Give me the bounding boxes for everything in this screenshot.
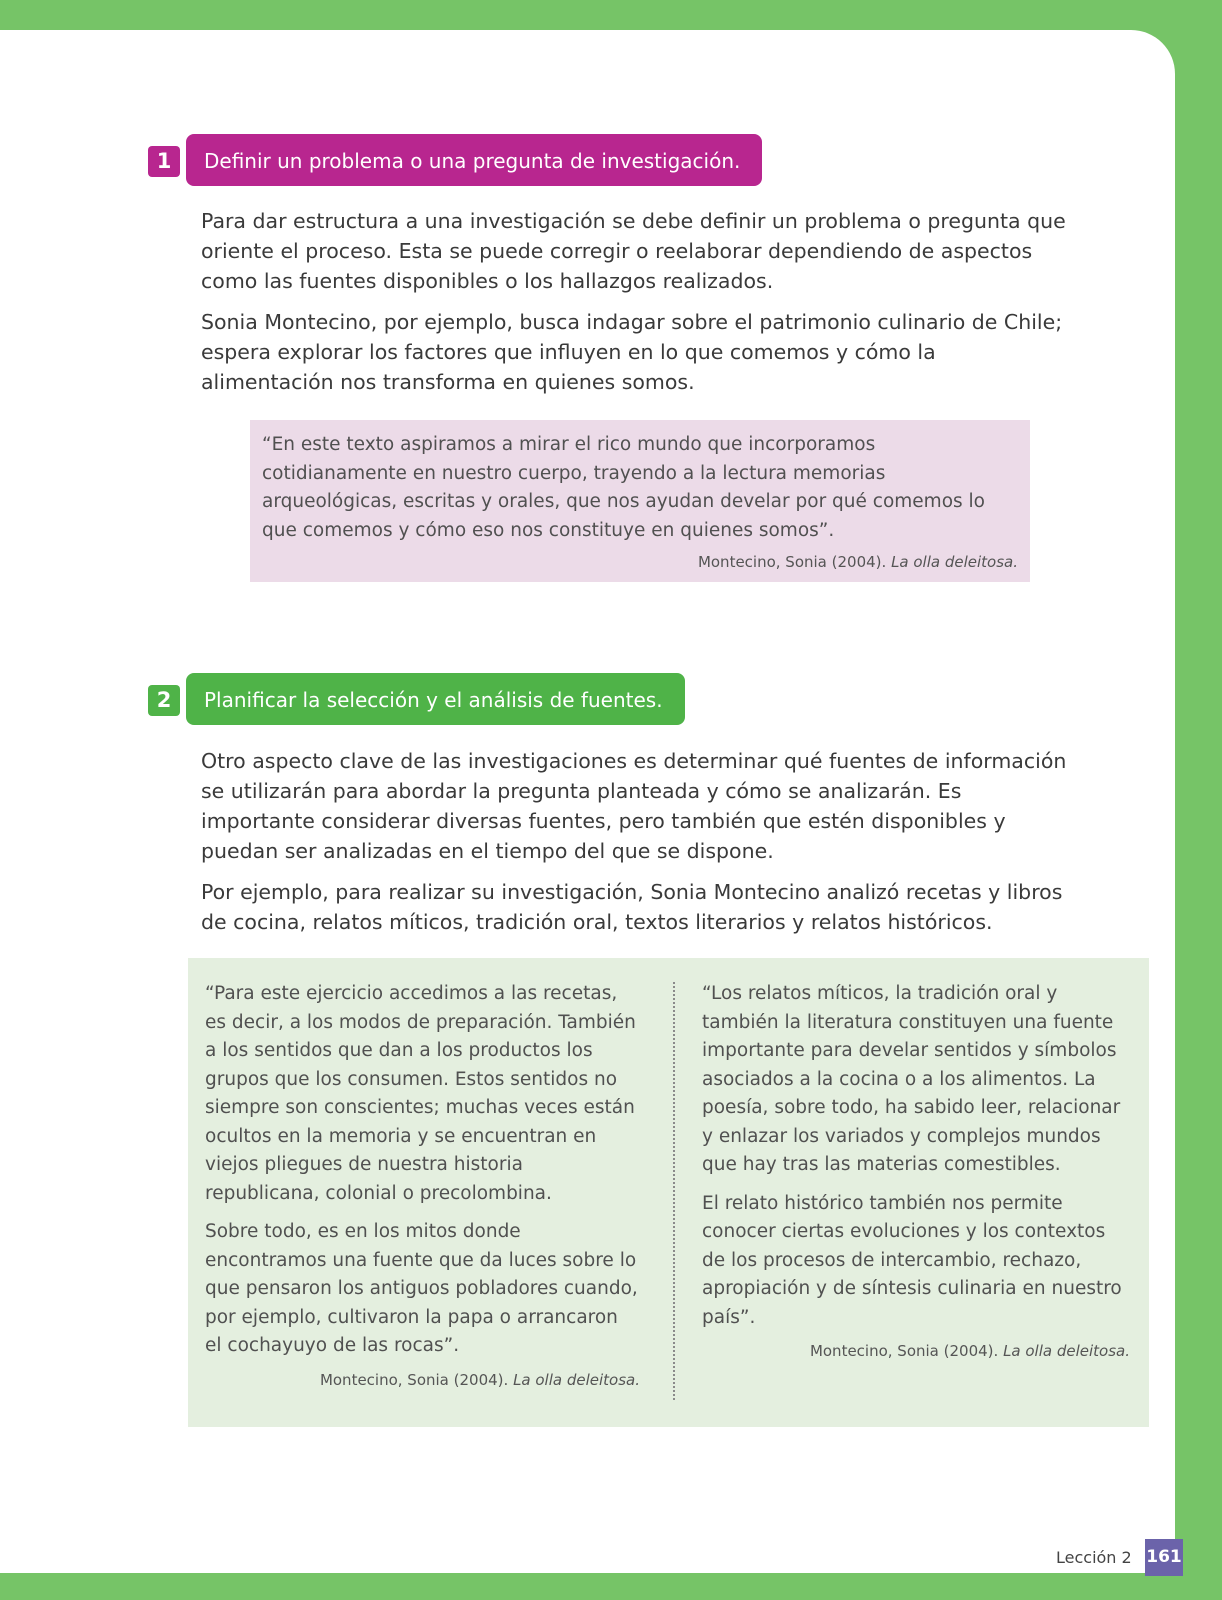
citation-author: Montecino, Sonia (2004).	[697, 553, 892, 571]
left-quote-paragraph-2: Sobre todo, es en los mitos donde encontramos una fuente que da luces sobre lo que pensaron los antiguos pobladores cuando, por ejemplo, cultivaron la papa o arrancaron el cochayuyo de las rocas”.	[205, 1221, 638, 1356]
left-quote-paragraph-1: “Para este ejercicio accedimos a las recetas, es decir, a los modos de preparación. También a los sentidos que dan a los productos los grupos que los consumen. Estos sentidos no siempre son conscientes; muchas veces están ocultos en la memoria y se encuentran en viejos pliegues de nuestra historia republicana, colonial o precolombina.	[205, 983, 636, 1204]
section-1-quote	[250, 420, 1030, 582]
section-2-title: Planificar la selección y el análisis de fuentes.	[186, 673, 685, 725]
citation-title: La olla deleitosa.	[1003, 1342, 1130, 1360]
section-2-paragraph-1: Otro aspecto clave de las investigaciones es determinar qué fuentes de información se utilizarán para abordar la pregunta planteada y cómo se analizarán. Es importante considerar diversas fuentes, pero también que estén disponibles y puedan ser analizadas en el tiempo del que se dispone.	[201, 749, 1067, 863]
section-1-paragraph-2: Sonia Montecino, por ejemplo, busca indagar sobre el patrimonio culinario de Chile; espera explorar los factores que influyen en lo que comemos y cómo la alimentación nos transforma en quienes somos.	[201, 310, 1063, 394]
section-1-title: Definir un problema o una pregunta de investigación.	[186, 134, 762, 186]
right-quote	[702, 980, 1130, 1360]
sources-quotes-box	[188, 958, 1149, 1427]
lesson-label: Lección 2	[1056, 1548, 1132, 1567]
section-1-number: 1	[148, 146, 180, 177]
citation-title: La olla deleitosa.	[891, 553, 1018, 571]
section-2-paragraph-2: Por ejemplo, para realizar su investigación, Sonia Montecino analizó recetas y libros de cocina, relatos míticos, tradición oral, textos literarios y relatos históricos.	[201, 880, 1063, 934]
citation-author: Montecino, Sonia (2004).	[809, 1342, 1004, 1360]
right-quote-paragraph-1: “Los relatos míticos, la tradición oral y también la literatura constituyen una fuente importante para develar sentidos y símbolos asociados a la cocina o a los alimentos. La poesía, sobre todo, ha sabido leer, relacionar y enlazar los variados y complejos mundos que hay tras las materias comestibles.	[702, 983, 1121, 1175]
left-quote	[205, 980, 640, 1389]
citation-author: Montecino, Sonia (2004).	[319, 1370, 514, 1389]
page-number: 161	[1145, 1539, 1183, 1576]
quote-citation	[262, 553, 1018, 571]
section-1-paragraph-1: Para dar estructura a una investigación se debe definir un problema o pregunta que oriente el proceso. Esta se puede corregir o reelaborar dependiendo de aspectos como las fuentes disponibles o los hallazgos realizados.	[201, 209, 1066, 293]
column-divider	[673, 982, 675, 1400]
right-quote-paragraph-2: El relato histórico también nos permite conocer ciertas evoluciones y los contextos de los procesos de intercambio, rechazo, apropiación y de síntesis culinaria en nuestro país”.	[702, 1192, 1122, 1328]
section-2-number: 2	[148, 685, 180, 716]
citation-title: La olla deleitosa.	[513, 1370, 640, 1389]
quote-text: “En este texto aspiramos a mirar el rico mundo que incorporamos cotidianamente en nuestro cuerpo, trayendo a la lectura memorias arqueológicas, escritas y orales, que nos ayudan develar por qué comemos lo que comemos y cómo eso nos constituye en quienes somos”.	[262, 434, 985, 541]
left-quote-citation	[205, 1371, 640, 1389]
right-quote-citation	[702, 1342, 1130, 1360]
